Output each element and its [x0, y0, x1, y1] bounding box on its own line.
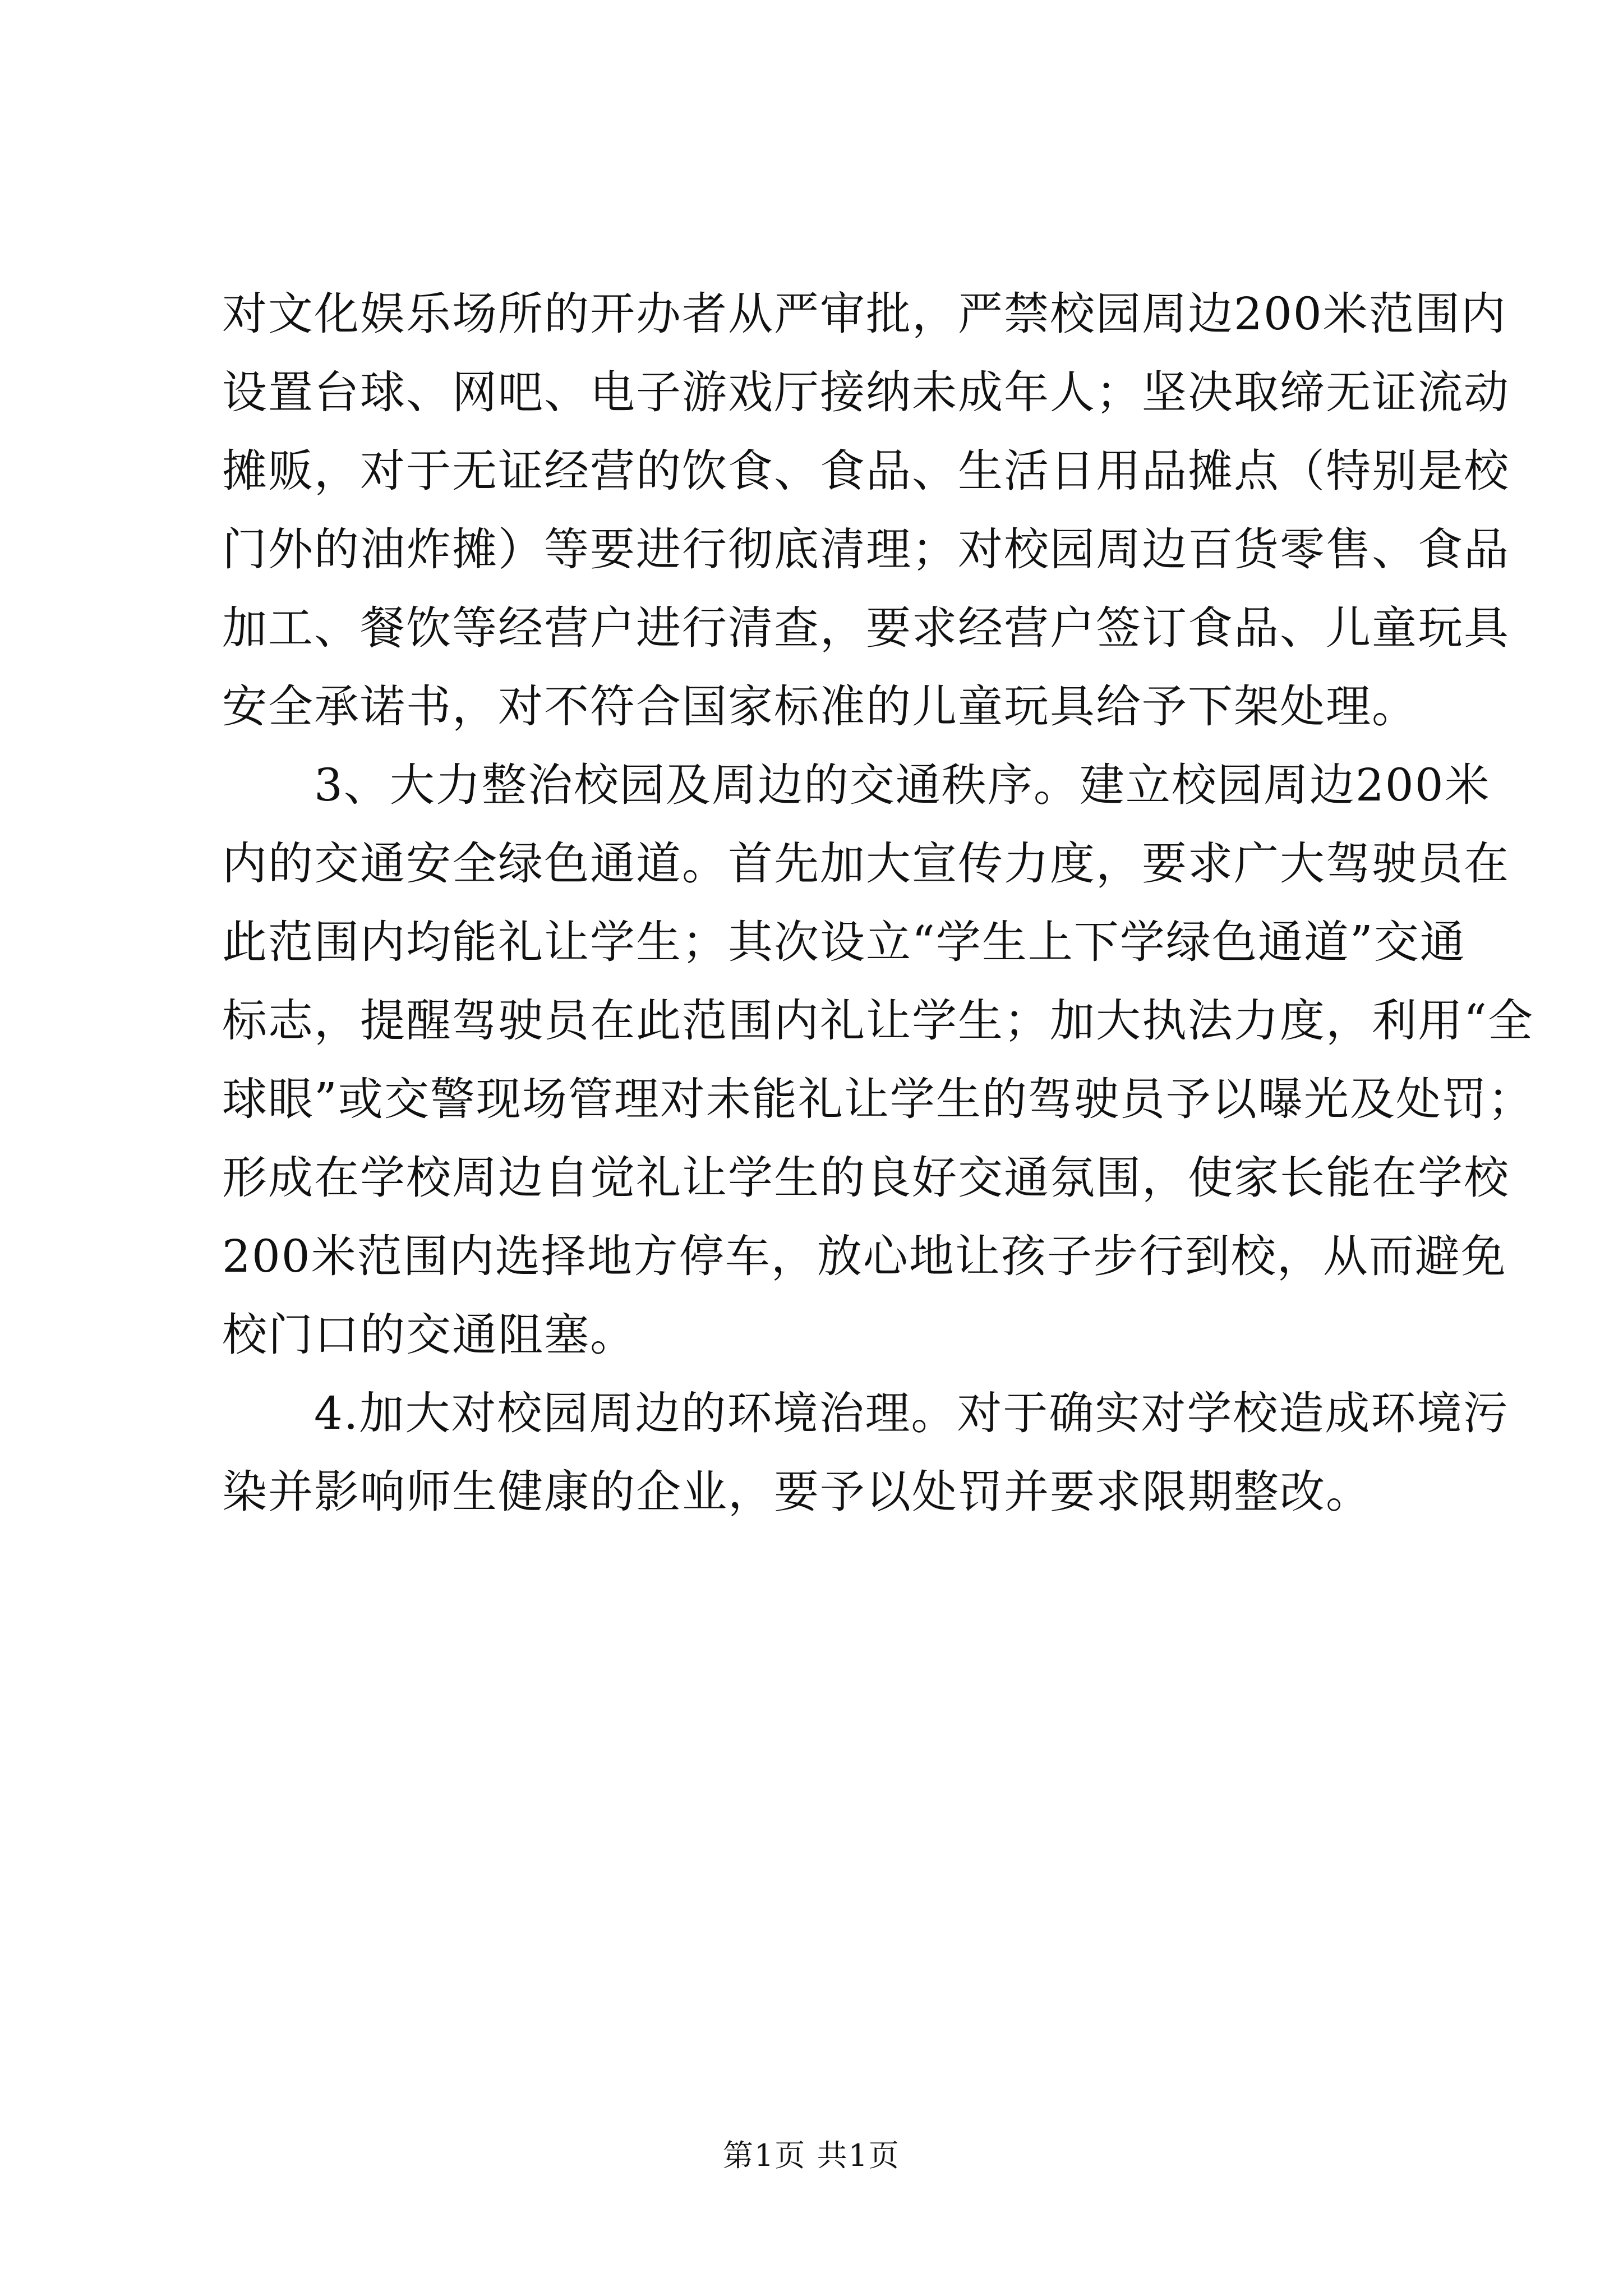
text-line: 球眼”或交警现场管理对未能礼让学生的驾驶员予以曝光及处罚；: [222, 1073, 1534, 1125]
text-line: 形成在学校周边自觉礼让学生的良好交通氛围，使家长能在学校: [222, 1152, 1510, 1204]
text-line: 对文化娱乐场所的开办者从严审批，严禁校园周边200米范围内: [222, 288, 1507, 340]
text-line: 设置台球、网吧、电子游戏厅接纳未成年人；坚决取缔无证流动: [222, 366, 1510, 418]
text-line: 染并影响师生健康的企业，要予以处罚并要求限期整改。: [222, 1466, 1372, 1518]
text-line: 标志，提醒驾驶员在此范围内礼让学生；加大执法力度，利用“全: [222, 995, 1534, 1047]
text-line: 内的交通安全绿色通道。首先加大宣传力度，要求广大驾驶员在: [222, 838, 1510, 890]
text-line: 摊贩，对于无证经营的饮食、食品、生活日用品摊点（特别是校: [222, 445, 1510, 497]
text-line: 安全承诺书，对不符合国家标准的儿童玩具给予下架处理。: [222, 680, 1418, 733]
page-footer: [0, 2132, 1623, 2175]
text-line: 200米范围内选择地方停车，放心地让孩子步行到校，从而避免: [222, 1230, 1507, 1282]
text-line: 此范围内均能礼让学生；其次设立“学生上下学绿色通道”交通: [222, 916, 1466, 968]
text-line: 加工、餐饮等经营户进行清查，要求经营户签订食品、儿童玩具: [222, 602, 1510, 654]
text-line: 4.加大对校园周边的环境治理。对于确实对学校造成环境污: [222, 1387, 1509, 1439]
text-line: 3、大力整治校园及周边的交通秩序。建立校园周边200米: [222, 759, 1491, 811]
text-line: 门外的油炸摊）等要进行彻底清理；对校园周边百货零售、食品: [222, 523, 1510, 576]
page-number-label: 第1页 共1页: [723, 2138, 900, 2173]
text-line: 校门口的交通阻塞。: [222, 1309, 636, 1361]
document-body: [222, 275, 1534, 1531]
